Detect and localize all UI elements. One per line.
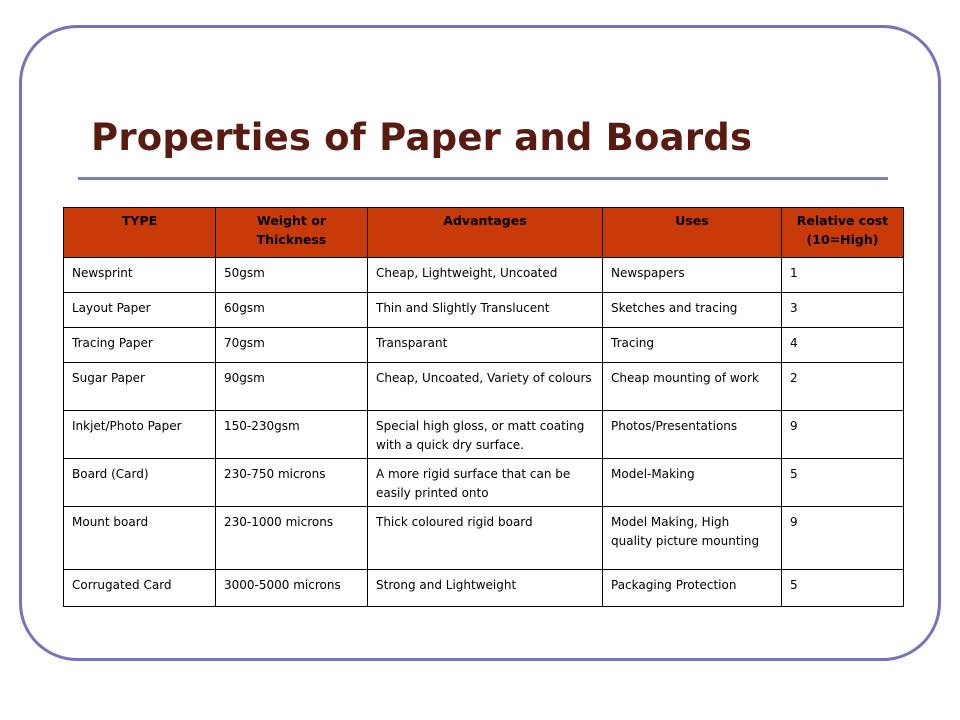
cell-cost: 2 — [782, 363, 904, 411]
header-relative-cost: Relative cost (10=High) — [782, 208, 904, 258]
table-row — [64, 258, 904, 293]
cell-weight: 150-230gsm — [216, 411, 368, 459]
cell-cost: 3 — [782, 293, 904, 328]
cell-uses: Photos/Presentations — [603, 411, 782, 459]
cell-advantages: Cheap, Uncoated, Variety of colours — [368, 363, 603, 411]
cell-weight: 50gsm — [216, 258, 368, 293]
cell-uses: Packaging Protection — [603, 570, 782, 607]
cell-uses: Newspapers — [603, 258, 782, 293]
header-uses: Uses — [603, 208, 782, 258]
paper-properties-table — [63, 207, 904, 607]
cell-weight: 70gsm — [216, 328, 368, 363]
cell-type: Tracing Paper — [64, 328, 216, 363]
cell-type: Mount board — [64, 507, 216, 570]
table-row — [64, 507, 904, 570]
cell-cost: 1 — [782, 258, 904, 293]
cell-advantages: Transparant — [368, 328, 603, 363]
cell-cost: 9 — [782, 507, 904, 570]
cell-advantages: Cheap, Lightweight, Uncoated — [368, 258, 603, 293]
header-weight: Weight or Thickness — [216, 208, 368, 258]
table-row — [64, 459, 904, 507]
cell-type: Newsprint — [64, 258, 216, 293]
cell-uses: Sketches and tracing — [603, 293, 782, 328]
table-row — [64, 293, 904, 328]
cell-uses: Cheap mounting of work — [603, 363, 782, 411]
cell-cost: 5 — [782, 570, 904, 607]
cell-advantages: Special high gloss, or matt coating with a quick dry surface. — [368, 411, 603, 459]
header-type: TYPE — [64, 208, 216, 258]
cell-type: Corrugated Card — [64, 570, 216, 607]
cell-type: Sugar Paper — [64, 363, 216, 411]
cell-cost: 4 — [782, 328, 904, 363]
header-advantages: Advantages — [368, 208, 603, 258]
table-row — [64, 328, 904, 363]
cell-weight: 230-750 microns — [216, 459, 368, 507]
cell-cost: 5 — [782, 459, 904, 507]
cell-weight: 230-1000 microns — [216, 507, 368, 570]
cell-advantages: Strong and Lightweight — [368, 570, 603, 607]
cell-weight: 60gsm — [216, 293, 368, 328]
cell-advantages: A more rigid surface that can be easily printed onto — [368, 459, 603, 507]
cell-cost: 9 — [782, 411, 904, 459]
cell-weight: 3000-5000 microns — [216, 570, 368, 607]
slide-title: Properties of Paper and Boards — [91, 116, 753, 159]
cell-advantages: Thin and Slightly Translucent — [368, 293, 603, 328]
cell-uses: Model Making, High quality picture mounting — [603, 507, 782, 570]
cell-weight: 90gsm — [216, 363, 368, 411]
table-row — [64, 570, 904, 607]
cell-uses: Tracing — [603, 328, 782, 363]
table-row — [64, 411, 904, 459]
cell-advantages: Thick coloured rigid board — [368, 507, 603, 570]
cell-type: Inkjet/Photo Paper — [64, 411, 216, 459]
cell-type: Layout Paper — [64, 293, 216, 328]
title-underline — [78, 177, 888, 180]
table-row — [64, 363, 904, 411]
cell-type: Board (Card) — [64, 459, 216, 507]
table-header-row — [64, 208, 904, 258]
cell-uses: Model-Making — [603, 459, 782, 507]
